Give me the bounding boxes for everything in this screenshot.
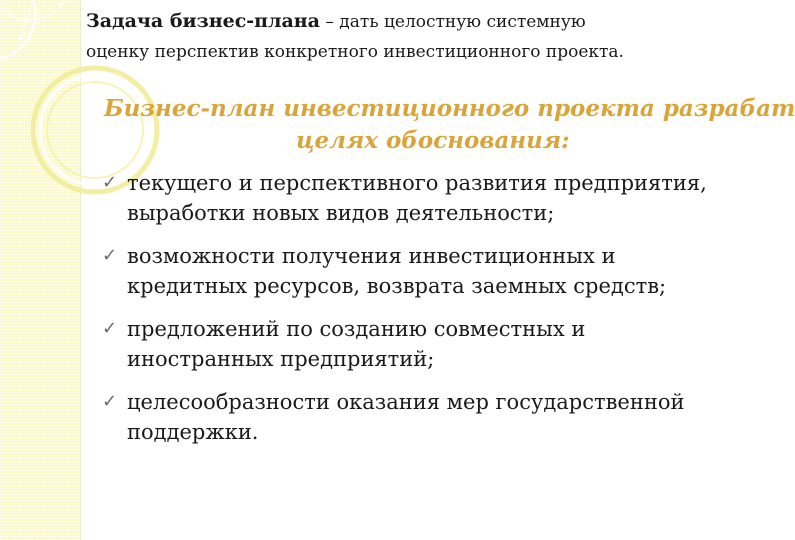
section-heading: Бизнес-план инвестиционного проекта разрабат	[104, 95, 795, 122]
list-item-line2: выработки новых видов деятельности;	[127, 201, 555, 225]
task-title	[86, 10, 586, 32]
list-item-line1: возможности получения инвестиционных и	[127, 244, 616, 268]
list-item	[102, 241, 720, 301]
list-item-line1: целесообразности оказания мер государственной	[127, 390, 685, 414]
checkmark-icon: ✓	[102, 245, 118, 266]
task-title-line2: оценку перспектив конкретного инвестиционного проекта.	[86, 42, 624, 62]
justification-list	[102, 168, 720, 460]
list-item-line2: поддержки.	[127, 420, 259, 444]
list-item	[102, 314, 720, 374]
decorative-sidebar	[0, 0, 80, 540]
task-title-rest: – дать целостную системную	[320, 12, 586, 32]
list-item	[102, 168, 720, 228]
list-item-line1: предложений по созданию совместных и	[127, 317, 586, 341]
list-item-line2: кредитных ресурсов, возврата заемных средств;	[127, 274, 667, 298]
list-item-line1: текущего и перспективного развития предприятия,	[127, 171, 707, 195]
checkmark-icon: ✓	[102, 318, 118, 339]
list-item	[102, 387, 720, 447]
checkmark-icon: ✓	[102, 172, 118, 193]
task-title-bold: Задача бизнес-плана	[86, 10, 320, 32]
section-heading-line2: целях обоснования:	[296, 127, 570, 154]
checkmark-icon: ✓	[102, 391, 118, 412]
list-item-line2: иностранных предприятий;	[127, 347, 435, 371]
sidebar-divider	[80, 0, 81, 540]
